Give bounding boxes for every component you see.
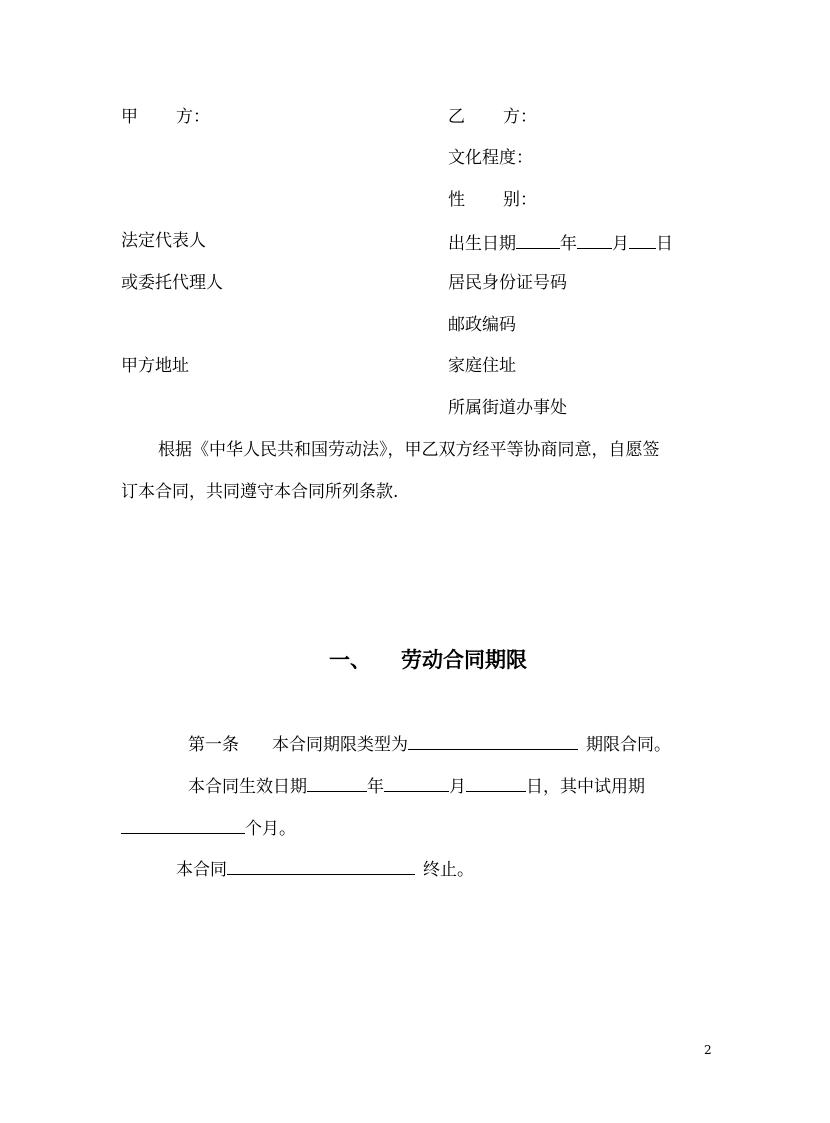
party-a-label: [121, 109, 210, 126]
effective-month-label: 月: [449, 777, 466, 797]
page-number: 2: [704, 1043, 712, 1057]
authorized-agent-label: 或委托代理人: [121, 273, 223, 293]
contract-type-text: 本合同期限类型为: [272, 735, 408, 755]
intro-line-2: 订本合同，共同遵守本合同所列条款.: [121, 482, 399, 502]
section-title: 劳动合同期限: [401, 648, 527, 672]
party-b-label: [448, 109, 537, 126]
article-1-label: 第一条: [188, 735, 239, 755]
party-b-char2: 方：: [503, 107, 537, 127]
effective-month-blank: [384, 776, 449, 792]
termination-blank: [227, 859, 415, 875]
birth-date-line: [448, 233, 673, 253]
birth-month-blank: [577, 233, 612, 249]
birth-day-label: 日: [656, 234, 673, 254]
party-a-char1: 甲: [121, 107, 138, 127]
subdistrict-office-label: 所属街道办事处: [448, 398, 567, 418]
effective-day-blank: [466, 776, 526, 792]
effective-date-label: 本合同生效日期: [188, 777, 307, 797]
birth-day-blank: [629, 233, 656, 249]
effective-date-line: [188, 776, 645, 796]
section-number: 一、: [329, 648, 371, 672]
party-a-address-label: 甲方地址: [121, 356, 189, 376]
gender-char2: 别：: [503, 190, 537, 210]
id-number-label: 居民身份证号码: [448, 273, 567, 293]
termination-line: [176, 859, 474, 879]
intro-line-1: 根据《中华人民共和国劳动法》，甲乙双方经平等协商同意，自愿签: [158, 440, 660, 460]
home-address-label: 家庭住址: [448, 356, 516, 376]
education-label: 文化程度：: [448, 148, 533, 168]
trial-period-blank: [121, 818, 245, 834]
effective-year-blank: [307, 776, 367, 792]
legal-representative-label: 法定代表人: [121, 231, 206, 251]
contract-type-suffix: 期限合同。: [586, 735, 671, 755]
article-1-line: [188, 734, 671, 754]
party-b-char1: 乙: [448, 107, 465, 127]
birth-year-label: 年: [560, 234, 577, 254]
gender-char1: 性: [448, 190, 465, 210]
gender-label: [448, 192, 537, 209]
section-heading: [329, 650, 527, 671]
trial-period-line: [121, 818, 296, 838]
party-a-char2: 方：: [176, 107, 210, 127]
effective-year-label: 年: [367, 777, 384, 797]
trial-period-text: 日，其中试用期: [526, 777, 645, 797]
birth-date-label: 出生日期: [448, 234, 516, 254]
birth-year-blank: [516, 233, 560, 249]
birth-month-label: 月: [612, 234, 629, 254]
contract-type-blank: [408, 734, 578, 750]
trial-period-months: 个月。: [245, 819, 296, 839]
postal-code-label: 邮政编码: [448, 315, 516, 335]
termination-label: 本合同: [176, 860, 227, 880]
termination-suffix: 终止。: [423, 860, 474, 880]
